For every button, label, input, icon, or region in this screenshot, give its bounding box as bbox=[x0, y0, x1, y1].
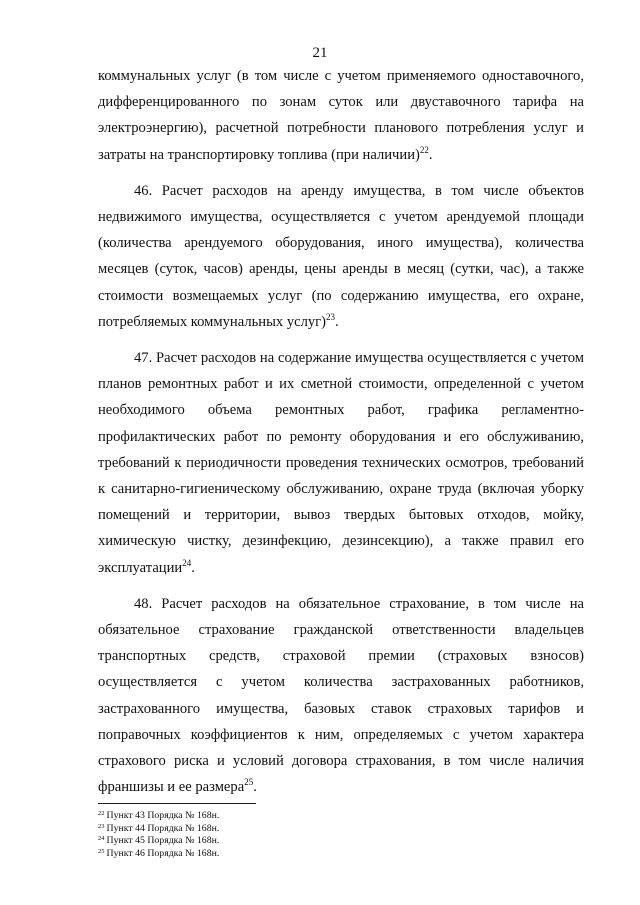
footnote-reference: 23 bbox=[326, 311, 336, 322]
footnote-text: Пункт 44 Порядка № 168н. bbox=[106, 822, 220, 834]
paragraph-continuation bbox=[98, 63, 584, 168]
paragraph-text: . bbox=[335, 313, 339, 330]
footnote-22 bbox=[98, 810, 584, 823]
paragraph-text: 46. Расчет расходов на аренду имущества, в том числе объектов недвижимого имущества, осуществляется с учетом арендуемой площади (количества арендуемого оборудования, иного имущества), количества месяцев (суток, часов) аренды, цены аренды в месяц (сутки, час), а также стоимости возмещаемых услуг (по содержанию имущества, его охране, потребляемых коммунальных услуг) bbox=[98, 182, 584, 330]
page-number: 21 bbox=[312, 45, 328, 61]
footnote-text: Пункт 43 Порядка № 168н. bbox=[106, 810, 220, 821]
footnote-reference: 22 bbox=[419, 144, 429, 155]
footnote-mark: 25 bbox=[98, 847, 105, 855]
paragraph-item-47 bbox=[98, 345, 584, 581]
footnote-text: Пункт 46 Порядка № 168н. bbox=[106, 847, 220, 859]
paragraph-text: . bbox=[428, 146, 433, 163]
footnote-mark: 22 bbox=[98, 810, 105, 817]
footnote-mark: 24 bbox=[98, 835, 105, 843]
body-text bbox=[98, 63, 584, 800]
footnote-24 bbox=[98, 835, 584, 848]
paragraph-text: . bbox=[253, 779, 257, 796]
footnote-25 bbox=[98, 848, 584, 861]
footnote-text: Пункт 45 Порядка № 168н. bbox=[106, 835, 220, 847]
footnote-reference: 25 bbox=[244, 777, 254, 788]
paragraph-text: 48. Расчет расходов на обязательное страхование, в том числе на обязательное страхование гражданской ответственности владельцев транспортных средств, страховой премии (страховых взносов) осуществляется с учетом количества застрахованных работников, застрахованного имущества, базовых ставок страховых тарифов и поправочных коэффициентов к ним, определяемых с учетом характера страхового риска и условий договора страхования, в том числе наличия франшизы и ее размера bbox=[98, 595, 584, 796]
paragraph-text: . bbox=[191, 559, 195, 576]
footnote-23 bbox=[98, 823, 584, 836]
paragraph-item-46 bbox=[98, 178, 584, 335]
footnote-separator bbox=[98, 803, 256, 804]
paragraph-text: 47. Расчет расходов на содержание имущества осуществляется с учетом планов ремонтных работ и их сметной стоимости, определенной с учетом необходимого объема ремонтных работ, графика регламентно-профилактических работ по ремонту оборудования и его обслуживанию, требований к периодичности проведения технических осмотров, требований к санитарно-гигиеническому обслуживанию, охране труда (включая уборку помещений и территории, вывоз твердых бытовых отходов, мойку, химическую чистку, дезинфекцию, дезинсекцию), а также правил его эксплуатации bbox=[98, 350, 584, 576]
footnotes bbox=[98, 810, 584, 860]
paragraph-item-48 bbox=[98, 591, 584, 801]
footnote-mark: 23 bbox=[98, 822, 105, 830]
footnote-reference: 24 bbox=[182, 557, 192, 568]
paragraph-text: коммунальных услуг (в том числе с учетом применяемого одноставочного, дифференцированного по зонам суток или двуставочного тарифа на электроэнергию), расчетной потребности планового потребления услуг и затраты на транспортировку топлива (при наличии) bbox=[98, 68, 584, 163]
